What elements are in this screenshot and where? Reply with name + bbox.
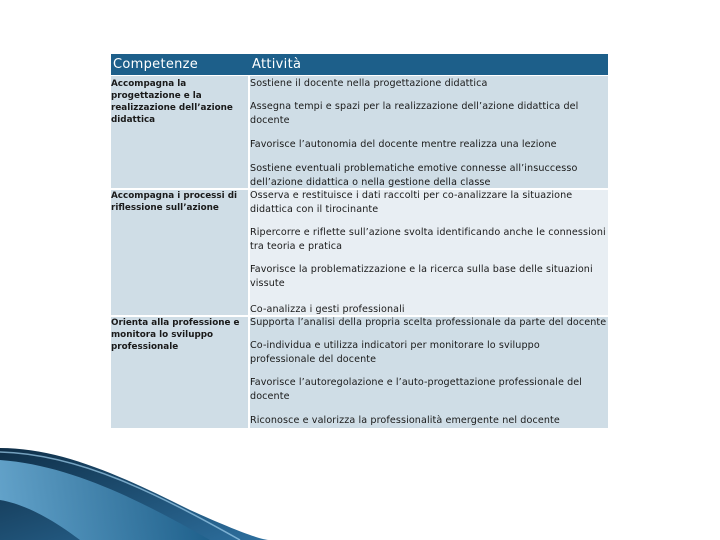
- table-header: [111, 54, 608, 75]
- header-attivita: Attività: [252, 57, 302, 72]
- activity-9: Supporta l’analisi della propria scelta professionale da parte del docente: [250, 317, 607, 328]
- activity-7: Favorisce la problematizzazione e la ricerca sulla base delle situazioni vissute: [250, 264, 593, 289]
- activity-8: Co-analizza i gesti professionali: [250, 304, 405, 315]
- activity-4: Sostiene eventuali problematiche emotive connesse all’insuccesso dell’azione didattica o nella gestione della classe: [250, 163, 578, 188]
- activity-2: Assegna tempi e spazi per la realizzazione dell’azione didattica del docente: [250, 101, 579, 126]
- competence-3: Orienta alla professione e monitora lo sviluppo professionale: [111, 318, 240, 352]
- activity-10: Co-individua e utilizza indicatori per monitorare lo sviluppo professionale del docente: [250, 340, 540, 365]
- activity-1: Sostiene il docente nella progettazione didattica: [250, 78, 488, 89]
- activity-3: Favorisce l’autonomia del docente mentre realizza una lezione: [250, 139, 557, 150]
- activity-11: Favorisce l’autoregolazione e l’auto-progettazione professionale del docente: [250, 377, 583, 402]
- competence-2: Accompagna i processi di riflessione sull’azione: [111, 191, 238, 213]
- activity-6: Ripercorre e riflette sull’azione svolta identificando anche le connessioni tra teoria e pratica: [250, 227, 606, 252]
- decorative-swoosh: [0, 430, 720, 540]
- activity-band-3: [250, 317, 608, 428]
- activity-12: Riconosce e valorizza la professionalità emergente nel docente: [250, 415, 560, 426]
- header-competenze: Competenze: [113, 57, 199, 72]
- activity-5: Osserva e restituisce i dati raccolti per co-analizzare la situazione didattica con il tirocinante: [250, 190, 573, 215]
- competence-table: [111, 54, 608, 428]
- competence-1: Accompagna la progettazione e la realizzazione dell’azione didattica: [111, 79, 233, 125]
